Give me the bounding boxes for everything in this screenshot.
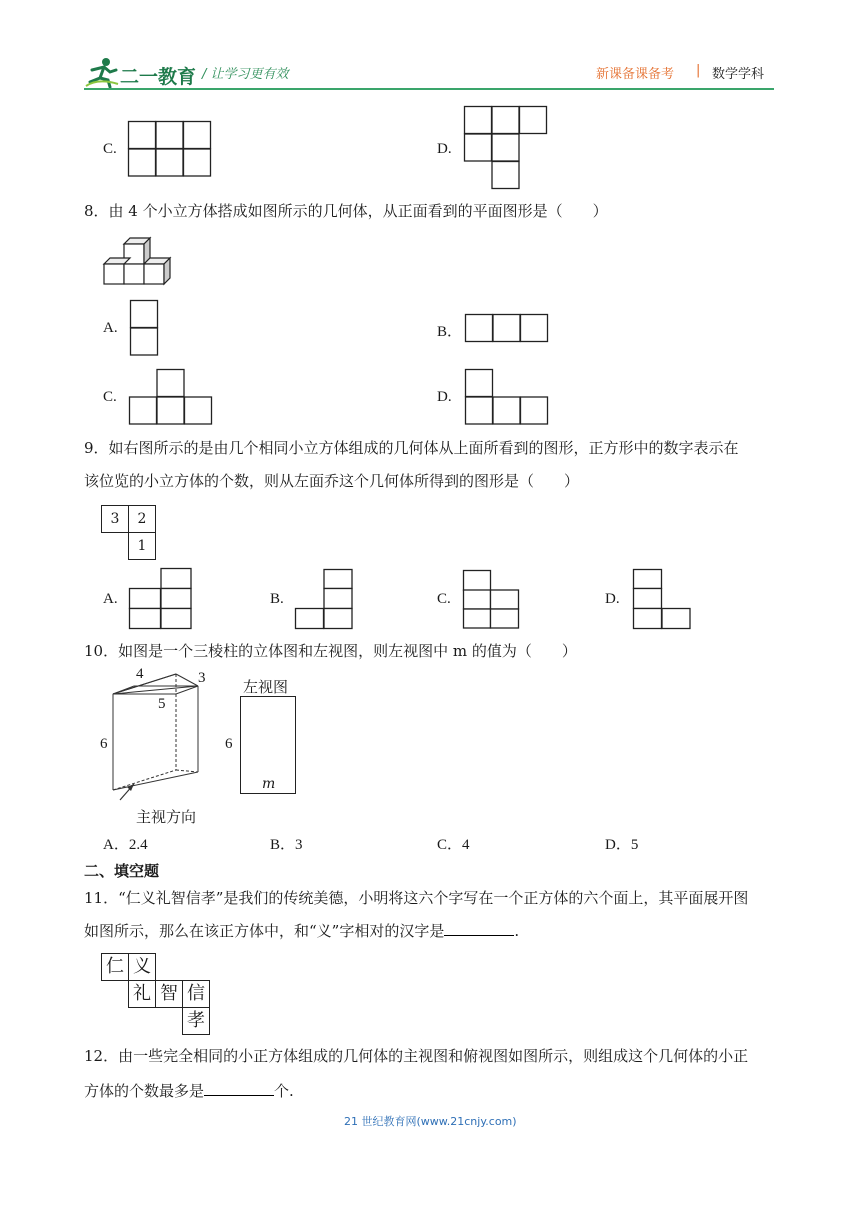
q9-grid-cell: 2: [128, 505, 156, 533]
q9-grid-cell: 3: [101, 505, 129, 533]
q12-stem-line1: 12．由一些完全相同的小正方体组成的几何体的主视图和俯视图如图所示，则组成这个几何体的小正: [84, 1047, 749, 1065]
q11-stem-line2: [84, 920, 519, 942]
q8-option-a-label: A.: [103, 320, 118, 336]
q8-stem: 8．由 4 个小立方体搭成如图所示的几何体，从正面看到的平面图形是（ ）: [84, 202, 608, 220]
q9-option-b-label: B.: [270, 591, 284, 607]
q11-stem-line1: 11．“仁义礼智信孝”是我们的传统美德，小明将这六个字写在一个正方体的六个面上，其平面展开图: [84, 889, 749, 907]
q9-option-a-label: A.: [103, 591, 118, 607]
q10-left-view-title: 左视图: [243, 678, 289, 696]
header-subject: 数学学科: [712, 67, 765, 82]
q8-option-c-figure: [129, 369, 215, 425]
q8-option-c-label: C.: [103, 389, 117, 405]
q8-solid-figure: [102, 236, 174, 286]
q12-stem-end: 个.: [274, 1082, 294, 1100]
q10-option-a: A．2.4: [103, 837, 148, 853]
header-separator: |: [696, 63, 701, 78]
q7-option-c-label: C.: [103, 141, 117, 157]
q8-option-d-figure: [465, 369, 551, 425]
slogan: / 让学习更有效: [202, 67, 289, 82]
logo-runner-icon: [84, 56, 120, 88]
q8-option-d-label: D.: [437, 389, 452, 405]
q10-option-b: B．3: [270, 837, 303, 853]
q11-stem-end: .: [514, 922, 520, 940]
q10-left-view-height: 6: [225, 736, 233, 752]
q11-net-cell: 礼: [128, 980, 156, 1008]
q9-option-c-label: C.: [437, 591, 451, 607]
q8-option-b-figure: [465, 314, 551, 344]
q9-option-b-figure: [295, 569, 355, 631]
q10-label-side: 3: [198, 670, 206, 686]
q12-stem-line2: [84, 1080, 294, 1102]
q8-option-b-label: B．: [437, 324, 463, 340]
q10-label-diag: 5: [158, 696, 166, 712]
q10-option-c: C．4: [437, 837, 470, 853]
q11-cube-net: [101, 953, 211, 1035]
q9-top-view-grid: [101, 505, 157, 559]
q7-option-c-figure: [128, 121, 213, 177]
q7-option-d-figure: [464, 106, 550, 192]
q10-option-d: D．5: [605, 837, 639, 853]
q9-option-d-label: D.: [605, 591, 620, 607]
q10-direction-label: 主视方向: [136, 808, 197, 826]
q11-net-cell: 智: [155, 980, 183, 1008]
q9-option-c-figure: [463, 570, 521, 630]
q9-option-a-figure: [129, 568, 193, 630]
q9-option-d-figure: [633, 569, 693, 631]
q11-net-cell: 孝: [182, 1007, 210, 1035]
q9-grid-cell: 1: [128, 532, 156, 560]
q12-stem-text: 方体的个数最多是: [84, 1082, 205, 1100]
q10-label-height: 6: [100, 736, 108, 752]
q11-answer-blank[interactable]: [444, 921, 514, 936]
q9-stem-line2: 该位览的小立方体的个数，则从左面乔这个几何体所得到的图形是（ ）: [84, 472, 580, 490]
q8-option-a-figure: [130, 300, 160, 356]
q11-net-cell: 信: [182, 980, 210, 1008]
q11-net-cell: 仁: [101, 953, 129, 981]
q11-stem-text: 如图所示，那么在该正方体中，和“义”字相对的汉字是: [84, 922, 445, 940]
logo-text: 二一教育: [120, 66, 197, 88]
q10-label-top: 4: [136, 666, 144, 682]
section-title-fill-blank: 二、填空题: [84, 862, 160, 880]
q9-stem-line1: 9．如右图所示的是由几个相同小立方体组成的几何体从上面所看到的图形，正方形中的数字表示在: [84, 439, 739, 457]
q12-answer-blank[interactable]: [204, 1081, 274, 1096]
header-course-label: 新课备课备考: [596, 67, 675, 82]
page-footer: 21 世纪教育网(www.21cnjy.com): [344, 1115, 517, 1128]
q10-stem: 10．如图是一个三棱柱的立体图和左视图，则左视图中 m 的值为（ ）: [84, 642, 577, 660]
q7-option-d-label: D.: [437, 141, 452, 157]
header-divider: [84, 88, 774, 90]
q11-net-cell: 义: [128, 953, 156, 981]
q10-left-view-m: m: [262, 776, 276, 792]
